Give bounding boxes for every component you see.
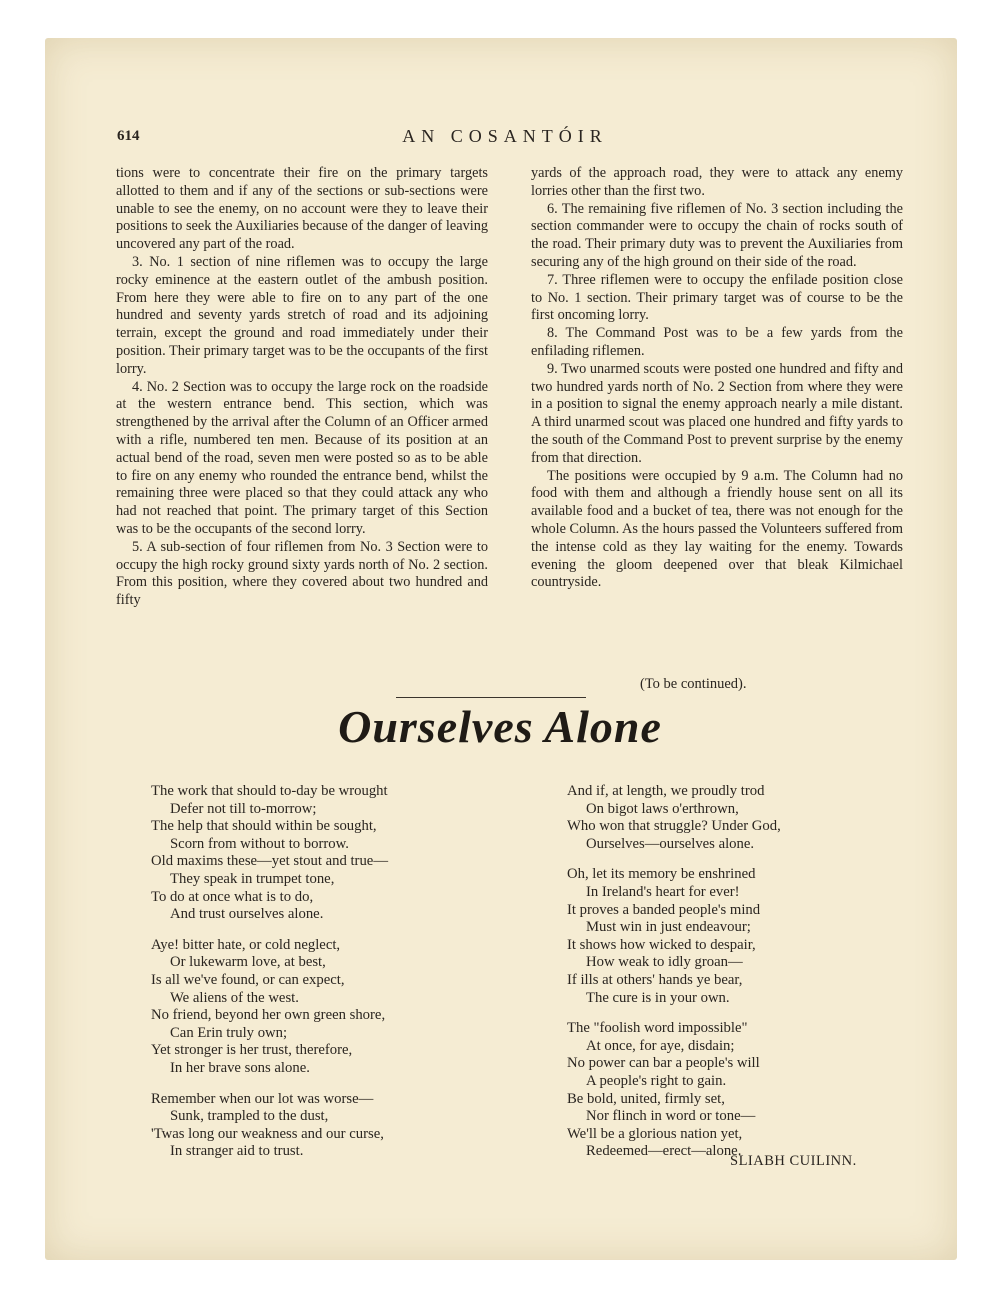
poem-line: To do at once what is to do, bbox=[151, 888, 314, 905]
poem-line: Old maxims these—yet stout and true— bbox=[151, 853, 389, 870]
poem-line: Sunk, trampled to the dust, bbox=[170, 1108, 329, 1125]
poem-line: Yet stronger is her trust, therefore, bbox=[151, 1042, 353, 1059]
poem-line: Can Erin truly own; bbox=[170, 1024, 288, 1041]
poem-line: On bigot laws o'erthrown, bbox=[586, 800, 739, 817]
poem-line: The help that should within be sought, bbox=[151, 818, 377, 835]
paragraph: 3. No. 1 section of nine riflemen was to occupy the large rocky eminence at the eastern outlet of the ambush position. From here they were able to fire on to any part of the one hundred and seventy yards stretch of road and its adjoining terrain, except the ground and road immediately under their position. Their primary target was to be the occupants of the first lorry. bbox=[116, 253, 488, 377]
poem-line: The cure is in your own. bbox=[586, 989, 730, 1006]
poem-line: Who won that struggle? Under God, bbox=[567, 818, 781, 835]
poem-line: And if, at length, we proudly trod bbox=[567, 783, 765, 799]
poem-line: Oh, let its memory be enshrined bbox=[567, 866, 756, 883]
paragraph: 9. Two unarmed scouts were posted one hundred and fifty and two hundred yards north of No. 2 Section from where they were in a position to signal the enemy approach nearly a mile distant. A third unarmed scout was placed one hundred and fifty yards to the south of the Command Post to prevent surprise by the enemy from that direction. bbox=[531, 360, 903, 466]
left-prose-column bbox=[116, 165, 488, 610]
poem-line: Redeemed—erect—alone. bbox=[586, 1143, 742, 1160]
poem-stanza bbox=[567, 1020, 897, 1161]
poem-line: Be bold, united, firmly set, bbox=[567, 1090, 725, 1107]
poem-line: Aye! bitter hate, or cold neglect, bbox=[151, 936, 341, 953]
poem-line: Scorn from without to borrow. bbox=[170, 835, 349, 852]
poem-line: We aliens of the west. bbox=[170, 989, 299, 1006]
poem-line: We'll be a glorious nation yet, bbox=[567, 1125, 743, 1142]
poem-stanza bbox=[151, 783, 481, 924]
poem-line: It shows how wicked to despair, bbox=[567, 936, 756, 953]
poem-stanza bbox=[151, 1091, 481, 1161]
paragraph: 8. The Command Post was to be a few yards from the enfilading riflemen. bbox=[531, 325, 903, 359]
paragraph: The positions were occupied by 9 a.m. The Column had no food with them and although a friendly house sent on all its available food and a bucket of tea, there was not enough for the whole Column. As the hours passed the Volunteers suffered from the intense cold as they lay waiting for the enemy. Towards evening the gloom deepened over that bleak Kilmichael countryside. bbox=[531, 467, 903, 591]
poem-line: The "foolish word impossible" bbox=[567, 1020, 748, 1037]
poem-stanza bbox=[567, 783, 897, 853]
poem-right-column bbox=[567, 783, 897, 1174]
right-prose-column bbox=[531, 165, 903, 592]
poem-author: SLIABH CUILINN. bbox=[730, 1153, 857, 1169]
paragraph: 6. The remaining five riflemen of No. 3 section including the section commander were to occupy the chain of rocks south of the road. Their primary duty was to prevent the Auxiliaries from securing any of the high ground on their side of the road. bbox=[531, 200, 903, 270]
poem-line: In Ireland's heart for ever! bbox=[586, 883, 740, 900]
paragraph: yards of the approach road, they were to attack any enemy lorries other than the first two. bbox=[531, 165, 903, 199]
poem-line: Nor flinch in word or tone— bbox=[586, 1108, 756, 1125]
poem-line: No power can bar a people's will bbox=[567, 1055, 760, 1072]
running-head: AN COSANTÓIR bbox=[402, 126, 608, 146]
poem-line: Remember when our lot was worse— bbox=[151, 1090, 374, 1107]
poem-line: How weak to idly groan— bbox=[586, 954, 743, 971]
poem-line: In stranger aid to trust. bbox=[170, 1143, 304, 1160]
poem-stanza bbox=[151, 937, 481, 1078]
poem-line: Is all we've found, or can expect, bbox=[151, 971, 345, 988]
poem-line: Defer not till to-morrow; bbox=[170, 800, 317, 817]
paragraph: 4. No. 2 Section was to occupy the large rock on the roadside at the western entrance bend. This section, which was strengthened by the arrival after the Column of an Officer armed with a rifle, numbered ten men. Because of its position at an actual bend of the road, seven men were posted so as to be able to fire on any enemy who rounded the entrance bend, whilst the remaining three were placed so that they could attack any who had not reached that point. The primary target of this Section was to be the occupants of the second lorry. bbox=[116, 378, 488, 537]
continued-note: (To be continued). bbox=[640, 676, 747, 692]
poem-line: And trust ourselves alone. bbox=[170, 906, 324, 923]
poem-line: At once, for aye, disdain; bbox=[586, 1037, 735, 1054]
poem-line: It proves a banded people's mind bbox=[567, 901, 761, 918]
poem-line: In her brave sons alone. bbox=[170, 1059, 310, 1076]
poem-left-column bbox=[151, 783, 481, 1174]
poem-line: A people's right to gain. bbox=[586, 1072, 727, 1089]
paragraph: 7. Three riflemen were to occupy the enfilade position close to No. 1 section. Their primary target was of course to be the first oncoming lorry. bbox=[531, 271, 903, 324]
paragraph: 5. A sub-section of four riflemen from No. 3 Section were to occupy the high rocky ground sixty yards north of No. 2 section. From this position, where they covered about two hundred and fifty bbox=[116, 538, 488, 609]
poem-line: Or lukewarm love, at best, bbox=[170, 954, 326, 971]
poem-title: Ourselves Alone bbox=[338, 701, 662, 752]
section-divider bbox=[396, 697, 586, 698]
paragraph: tions were to concentrate their fire on the primary targets allotted to them and if any of the sections or sub-sections were unable to see the enemy, on no account were they to leave their positions to seek the Auxiliaries because of the danger of leaving uncovered any part of the road. bbox=[116, 165, 488, 253]
poem-line: No friend, beyond her own green shore, bbox=[151, 1007, 386, 1024]
poem-line: They speak in trumpet tone, bbox=[170, 870, 335, 887]
poem-stanza bbox=[567, 866, 897, 1007]
poem-line: Ourselves—ourselves alone. bbox=[586, 835, 755, 852]
poem-line: 'Twas long our weakness and our curse, bbox=[151, 1125, 384, 1142]
page-number: 614 bbox=[117, 128, 140, 144]
poem-line: Must win in just endeavour; bbox=[586, 919, 751, 936]
poem-line: If ills at others' hands ye bear, bbox=[567, 971, 743, 988]
poem-line: The work that should to-day be wrought bbox=[151, 783, 388, 799]
